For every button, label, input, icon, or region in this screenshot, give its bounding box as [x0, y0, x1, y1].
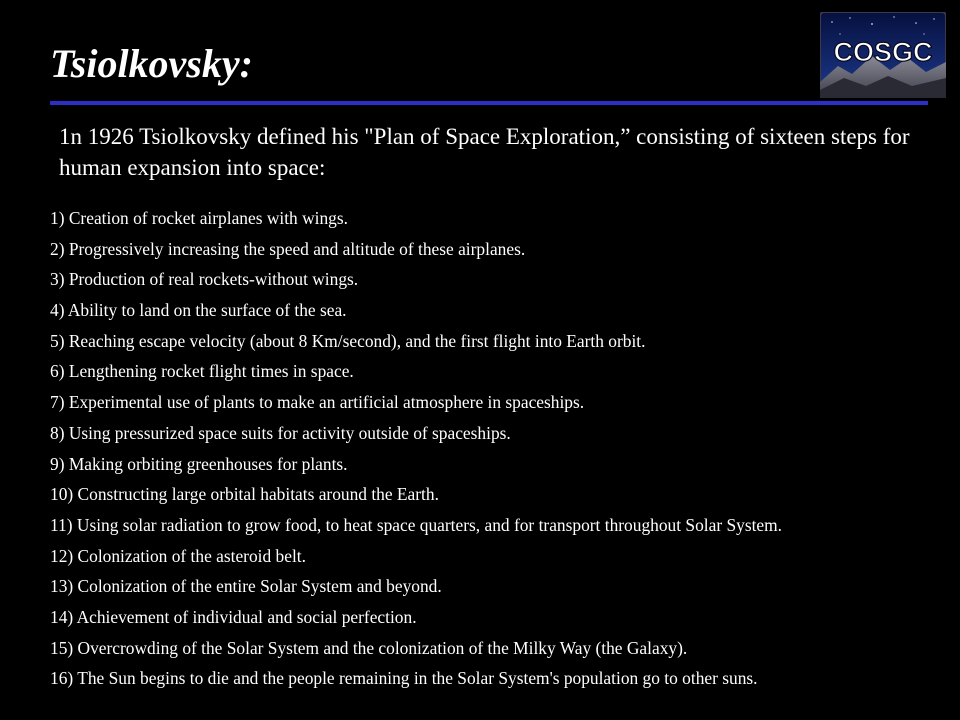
title-underline — [50, 101, 928, 105]
list-item: 16) The Sun begins to die and the people remaining in the Solar System's population go to other suns. — [50, 668, 758, 689]
list-item: 13) Colonization of the entire Solar System and beyond. — [50, 576, 442, 597]
slide-title: Tsiolkovsky: — [50, 41, 253, 86]
logo-text: COSGC — [833, 37, 933, 67]
intro-paragraph: 1n 1926 Tsiolkovsky defined his "Plan of Space Exploration,” consisting of sixteen steps for human expansion into space: — [59, 124, 910, 180]
list-item: 2) Progressively increasing the speed and altitude of these airplanes. — [50, 238, 526, 259]
list-item: 3) Production of real rockets-without wings. — [50, 269, 359, 290]
list-item: 15) Overcrowding of the Solar System and the colonization of the Milky Way (the Galaxy). — [50, 637, 688, 658]
list-item: 5) Reaching escape velocity (about 8 Km/second), and the first flight into Earth orbit. — [50, 330, 646, 351]
list-item: 7) Experimental use of plants to make an artificial atmosphere in spaceships. — [50, 392, 585, 413]
list-item: 8) Using pressurized space suits for activity outside of spaceships. — [50, 422, 511, 443]
list-item: 14) Achievement of individual and social perfection. — [50, 606, 417, 627]
steps-list — [50, 203, 960, 694]
cosgc-logo — [820, 12, 946, 98]
list-item: 6) Lengthening rocket flight times in space. — [50, 361, 354, 382]
list-item: 11) Using solar radiation to grow food, to heat space quarters, and for transport throughout Solar System. — [50, 514, 783, 535]
list-item: 1) Creation of rocket airplanes with wings. — [50, 208, 348, 228]
list-item: 10) Constructing large orbital habitats around the Earth. — [50, 484, 439, 505]
list-item: 9) Making orbiting greenhouses for plants. — [50, 453, 348, 474]
list-item: 12) Colonization of the asteroid belt. — [50, 545, 306, 566]
list-item: 4) Ability to land on the surface of the sea. — [50, 300, 347, 321]
